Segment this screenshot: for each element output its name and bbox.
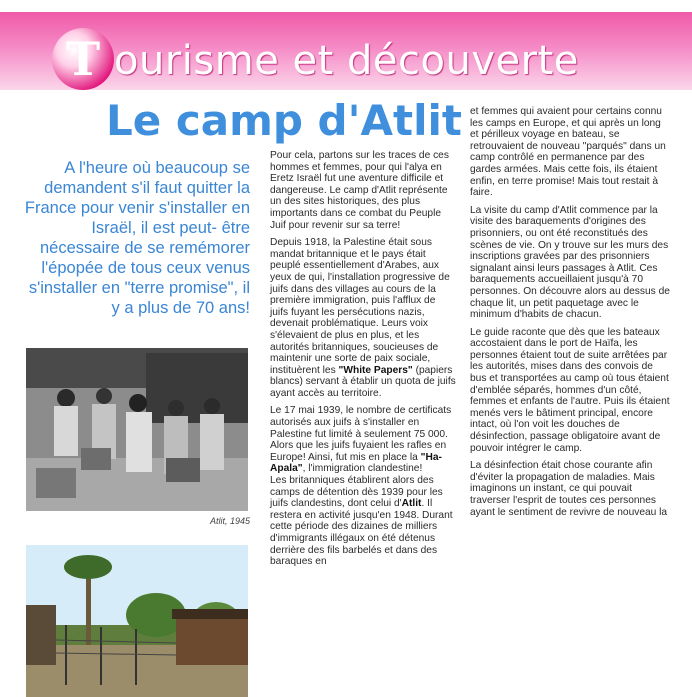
section-logo-letter: T bbox=[65, 32, 101, 86]
ha-apala-term: "Ha-Apala" bbox=[270, 451, 442, 475]
photo-atlit-camp-today bbox=[26, 545, 248, 697]
section-title: ourisme et découverte bbox=[114, 38, 579, 84]
photo-atlit-1945 bbox=[26, 348, 248, 511]
paragraph-text: Depuis 1918, la Palestine était sous mandat britannique et le pays était peuplé essentiellement d'Arabes, aux yeux de qui, l'installation progressive de juifs dans des villages au cours de la première immigration, puis l'afflux de juifs fuyant les persécutions nazis, devenait problématique. Leurs voix s'élevaient de plus en plus, et les autorités britanniques, soucieuses de maintenir une sorte de paix sociale, instituèrent les bbox=[270, 237, 450, 376]
article-column-right bbox=[470, 106, 670, 524]
photo-atlit-camp-image bbox=[26, 545, 248, 697]
section-logo-badge bbox=[52, 28, 114, 90]
paragraph: Le guide raconte que dès que les bateaux accostaient dans le port de Haïfa, les personnes étaient tout de suite arrêtées par les autorités, mises dans des convois de bus et transportées au camp où tous étaient d'emblée séparés, hommes d'un côté, femmes et enfants de l'autre. Puis ils étaient menés vers le bâtiment principal, encore intact, où l'on voit les douches de désinfection, passage obligatoire avant de pouvoir intégrer le camp. bbox=[470, 326, 670, 454]
paragraph-text: Les britanniques établirent alors des camps de détention dès 1939 pour les juifs clandestins, dont celui d' bbox=[270, 475, 443, 510]
paragraph-text: , l'immigration clandestine! bbox=[302, 463, 423, 475]
paragraph: et femmes qui avaient pour certains connu les camps en Europe, et qui après un long et périlleux voyage en bateau, se retrouvaient de nouveau "parqués" dans un camp contrôlé en permanence par des gardes armées. Mais cette fois, ils étaient enfin, en terre promise! Mais tout restait à faire. bbox=[470, 106, 666, 199]
white-papers-term: "White Papers" bbox=[338, 364, 413, 376]
photo-caption: Atlit, 1945 bbox=[209, 516, 250, 526]
paragraph-text: Le 17 mai 1939, le nombre de certificats autorisés aux juifs à s'installer en Palestine fut limité à seulement 75 000. Alors que les juifs fuyaient les rafles en Europe! Ainsi, fut mis en place la bbox=[270, 405, 452, 463]
paragraph-text: . Il restera en activité jusqu'en 1948. Durant cette période des dizaines de milliers d'immigrants illégaux on été détenus derrière des fils barbelés et dans des baraques en bbox=[270, 498, 453, 568]
paragraph: La visite du camp d'Atlit commence par la visite des baraquements d'origines des prisonniers, ou ont été reconstitués des scènes de vie. On y trouve sur les murs des inscriptions gravées par des prisonniers signalant ainsi leurs passages à Atlit. Ces baraquements accueillaient jusqu'à 70 personnes. On découvre alors au dessus de chaque lit, un petit paquetage avec le minimum d'habits de chacun. bbox=[470, 204, 670, 321]
page-top-margin bbox=[0, 0, 692, 12]
paragraph-text: (papiers blancs) servant à établir un quota de juifs ayant accès au territoire. bbox=[270, 364, 456, 399]
paragraph bbox=[270, 405, 456, 567]
paragraph bbox=[270, 237, 456, 399]
paragraph: La désinfection était chose courante afin d'éviter la propagation de maladies. Mais imaginons un instant, ce qui pouvait traverser l'esprit de toutes ces personnes ayant le sentiment de revivre de nouveau la bbox=[470, 460, 668, 518]
photo-atlit-1945-image bbox=[26, 348, 248, 511]
paragraph: Pour cela, partons sur les traces de ces hommes et femmes, pour qui l'alya en Eretz Israël fut une aventure difficile et dangereuse. Le camp d'Atlit représente un des sites historiques, des plus importants dans ce combat du Peuple Juif pour revenir sur sa terre! bbox=[270, 150, 449, 231]
article-title: Le camp d'Atlit bbox=[106, 96, 462, 145]
article-intro: A l'heure où beaucoup se demandent s'il faut quitter la France pour venir s'installer en Israël, il est peut- être nécessaire de se remémorer l'épopée de tous ceux venus s'installer en "terre promise", il y a plus de 70 ans! bbox=[24, 159, 250, 317]
atlit-term: Atlit bbox=[401, 498, 422, 510]
article-column-middle bbox=[270, 150, 456, 574]
